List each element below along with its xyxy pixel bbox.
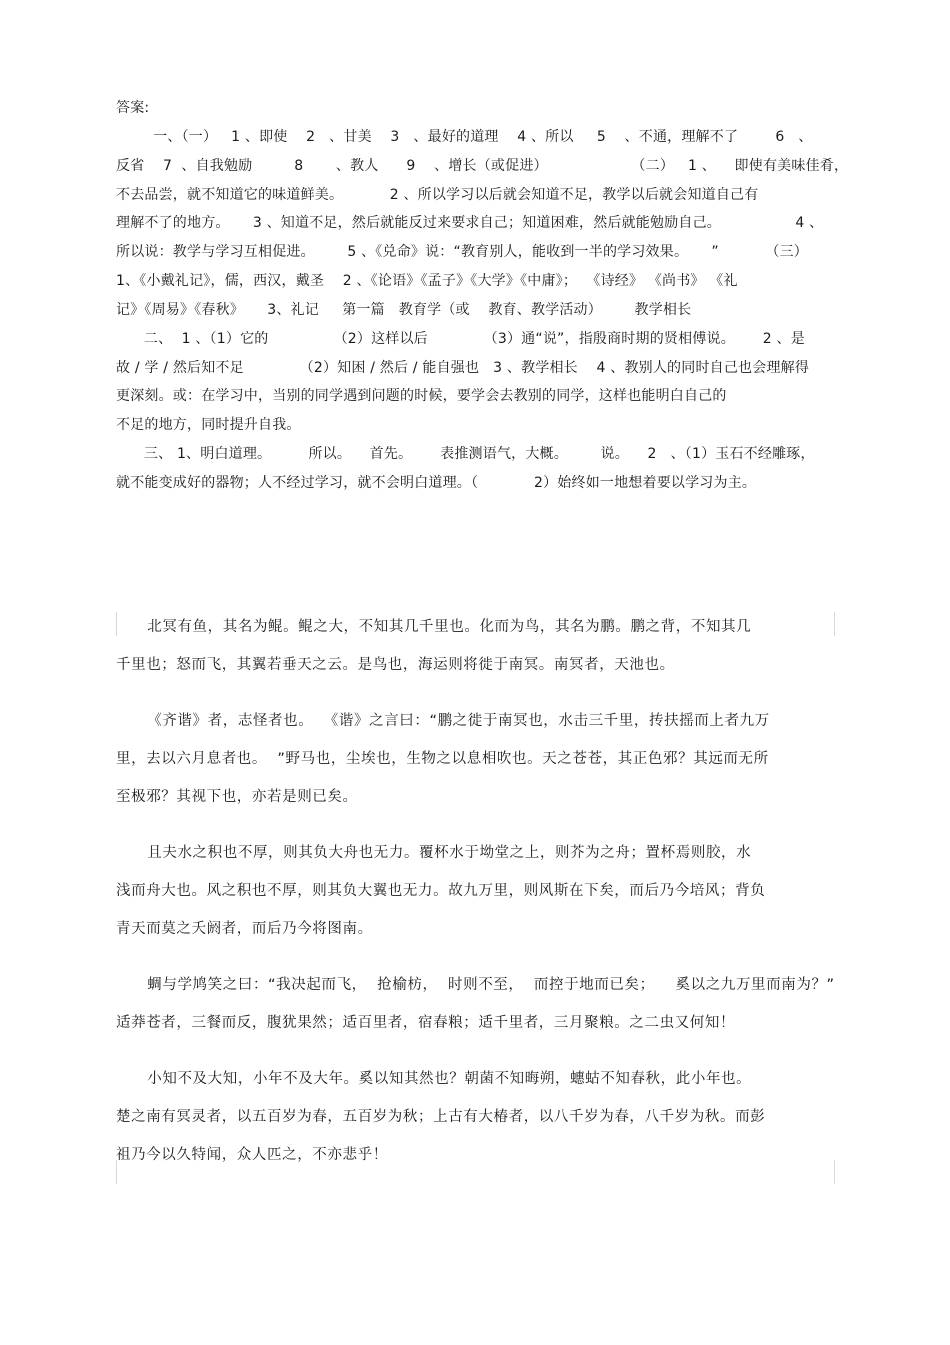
answer-line: 1、《小戴礼记》，儒，西汉，戴圣 2 、《论语》《孟子》《大学》《中庸》； 《诗经》 《尚书》 《礼 [116, 273, 738, 289]
answer-line: 三、 1、明白道理。 所以。 首先。 表推测语气，大概。 说。 2 、（1）玉石不经雕琢， [116, 446, 815, 462]
passage-line: 适莽苍者，三餐而反，腹犹果然；适百里者，宿春粮；适千里者，三月聚粮。之二虫又何知！ [116, 1015, 736, 1031]
passage-line: 祖乃今以久特闻，众人匹之，不亦悲乎！ [116, 1147, 388, 1163]
passage-line: 楚之南有冥灵者，以五百岁为春，五百岁为秋；上古有大椿者，以八千岁为春，八千岁为秋。而彭 [116, 1109, 766, 1125]
passage-line: 《齐谐》者，志怪者也。 《谐》之言曰：“鹏之徙于南冥也，水击三千里，抟扶摇而上者九万 [116, 713, 770, 729]
answer-line: 不去品尝，就不知道它的味道鲜美。 2 、所以学习以后就会知道不足，教学以后就会知道自己有 [116, 187, 759, 203]
passage-line: 小知不及大知，小年不及大年。奚以知其然也？朝菌不知晦朔，蟪蛄不知春秋，此小年也。 [116, 1071, 752, 1087]
answer-line: 二、 1 、（1）它的 （2）这样以后 （3）通“说”，指殷商时期的贤相傅说。 2 、是 [116, 331, 805, 347]
answer-line: 不足的地方，同时提升自我。 [116, 417, 301, 433]
answer-line: 一、（一） 1 、即使 2 、甘美 3 、最好的道理 4 、所以 5 、不通，理解不了 6 、 [116, 129, 813, 145]
answers-heading: 答案: [116, 100, 150, 116]
answer-line: 所以说：教学与学习互相促进。 5 、《兑命》说：“教育别人，能收到一半的学习效果。 ” （三） [116, 244, 808, 260]
passage-line: 千里也；怒而飞，其翼若垂天之云。是鸟也，海运则将徙于南冥。南冥者，天池也。 [116, 657, 675, 673]
passage-line: 且夫水之积也不厚，则其负大舟也无力。覆杯水于坳堂之上，则芥为之舟；置杯焉则胶，水 [116, 845, 752, 861]
answer-line: 记》《周易》《春秋》 3、礼记 第一篇 教育学（或 教育、教学活动） 教学相长 [116, 302, 692, 318]
passage-line: 浅而舟大也。风之积也不厚，则其负大翼也无力。故九万里，则风斯在下矣，而后乃今培风；背负 [116, 883, 766, 899]
answer-line: 更深刻。或：在学习中，当别的同学遇到问题的时候，要学会去教别的同学，这样也能明白自己的 [116, 388, 727, 404]
page-border-right-top [834, 612, 835, 636]
answer-line: 反省 7 、自我勉励 8 、教人 9 、增长（或促进） （二） 1 、 即使有美味佳肴， [116, 158, 849, 174]
passage-line: 里，去以六月息者也。 ”野马也，尘埃也，生物之以息相吹也。天之苍苍，其正色邪？其远而无所 [116, 751, 769, 767]
answer-line: 理解不了的地方。 3 、知道不足，然后就能反过来要求自己；知道困难，然后就能勉励自己。 4 、 [116, 215, 824, 231]
passage-line: 北冥有鱼，其名为鲲。鲲之大，不知其几千里也。化而为鸟，其名为鹏。鹏之背，不知其几 [116, 619, 752, 635]
passage-line: 蜩与学鸠笑之曰：“我决起而飞， 抢榆枋， 时则不至， 而控于地而已矣； 奚以之九万里而南为？” [116, 977, 835, 993]
passage-line: 青天而莫之夭阏者，而后乃今将图南。 [116, 921, 373, 937]
answer-line: 就不能变成好的器物；人不经过学习，就不会明白道理。（ 2）始终如一地想着要以学习为主。 [116, 475, 757, 491]
passage-line: 至极邪？其视下也，亦若是则已矣。 [116, 789, 358, 805]
answer-line: 故 / 学 / 然后知不足 （2）知困 / 然后 / 能自强也 3 、教学相长 4 、教别人的同时自己也会理解得 [116, 360, 810, 376]
page-border-right-bottom [834, 1160, 835, 1184]
